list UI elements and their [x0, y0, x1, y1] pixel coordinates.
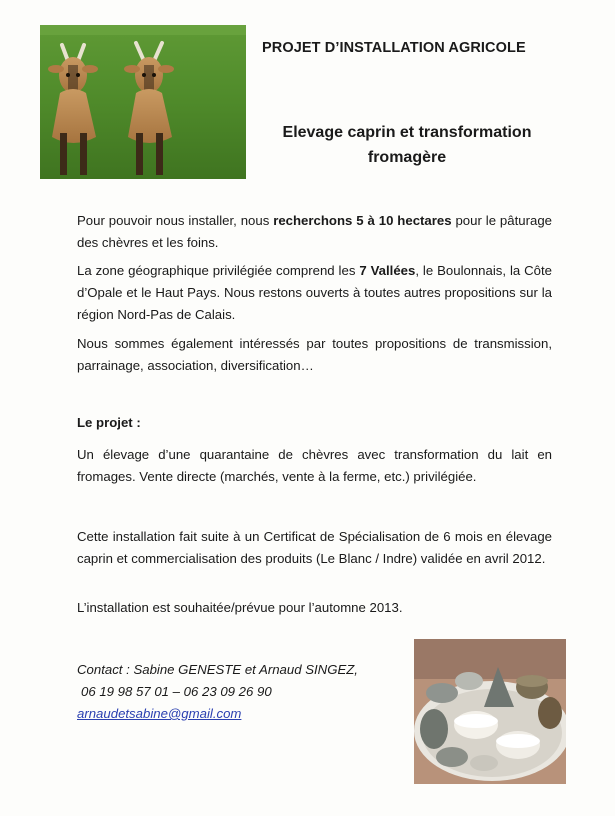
contact-email-link[interactable]: arnaudetsabine@gmail.com	[77, 706, 242, 721]
highlight-hectares: recherchons 5 à 10 hectares	[273, 213, 452, 228]
cheese-photo	[414, 639, 566, 784]
paragraph-other-interests: Nous sommes également intéressés par toutes propositions de transmission, parrainage, association, diversification…	[77, 336, 552, 373]
contact-names: Contact : Sabine GENESTE et Arnaud SINGEZ,	[77, 662, 358, 677]
text-span: , le Boulonnais, la Côte d’Opale et le Haut Pays. Nous restons ouverts à toutes autres propositions sur la région Nord-Pas de Calais.	[77, 263, 553, 322]
subtitle-line: fromagère	[367, 149, 447, 166]
paragraph-geographic-zone	[77, 260, 552, 326]
paragraph-certificate: Cette installation fait suite à un Certificat de Spécialisation de 6 mois en élevage caprin et commercialisation des produits (Le Blanc / Indre) validée en avril 2012.	[77, 529, 552, 566]
contact-phones: 06 19 98 57 01 – 06 23 09 26 90	[81, 684, 272, 699]
text-span: Pour pouvoir nous installer, nous	[77, 213, 274, 228]
page-title: PROJET D’INSTALLATION AGRICOLE	[262, 40, 526, 56]
text-span: La zone géographique privilégiée comprend les	[77, 263, 360, 278]
paragraph-timing: L’installation est souhaitée/prévue pour l’automne 2013.	[77, 600, 403, 615]
page-subtitle	[262, 120, 552, 170]
contact-block	[77, 659, 397, 725]
subtitle-line: Elevage caprin et transformation	[282, 124, 532, 141]
paragraph-land-search	[77, 210, 552, 254]
paragraph-projet-description: Un élevage d’une quarantaine de chèvres avec transformation du lait en fromages. Vente directe (marchés, vente à la ferme, etc.) privilégiée.	[77, 447, 552, 484]
goats-photo	[40, 25, 246, 179]
highlight-vallees: 7 Vallées	[359, 263, 416, 278]
text-span: pour le pâturage des chèvres et les foins.	[77, 213, 552, 250]
section-heading-projet: Le projet :	[77, 415, 141, 430]
